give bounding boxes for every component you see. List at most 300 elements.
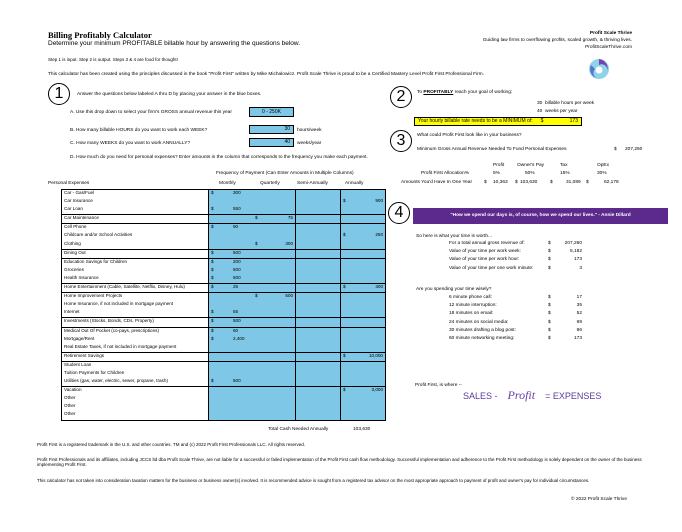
expense-input-annually[interactable] — [341, 395, 386, 403]
currency-symbol: $ — [211, 190, 214, 195]
expense-input-semi-annually[interactable] — [296, 352, 341, 361]
expense-input-monthly-quarterly[interactable] — [209, 249, 296, 258]
expense-row — [62, 403, 386, 411]
expense-input-monthly-quarterly[interactable] — [209, 258, 296, 267]
expense-input-annually[interactable] — [341, 378, 386, 387]
liability-note: Profit First Professionals and its affiliates, including JCCS ltd dba Profit Scale Thrive, are not liable for a successful or failed implementation of the Profit First cash flow methodology. Successful implementation and adherence to the Profit First methodology is solely dependent on the owner of the business implementing Profit First. — [37, 457, 642, 468]
row-label: 30 minutes drafting a blog post: — [449, 327, 516, 333]
currency-symbol: $ — [255, 240, 258, 246]
expense-input-semi-annually[interactable] — [296, 293, 341, 302]
weeks-per-year-input[interactable]: 40 — [249, 138, 294, 147]
expense-input-semi-annually[interactable] — [296, 336, 341, 344]
formula-sales: SALES - — [463, 391, 498, 401]
expense-input-semi-annually[interactable] — [296, 318, 341, 327]
intro-pre: To — [417, 90, 424, 95]
expense-input-annually[interactable] — [341, 301, 386, 309]
expense-input-annually[interactable] — [341, 267, 386, 275]
expense-row — [62, 215, 386, 224]
currency-symbol: $ — [343, 352, 346, 358]
wise-row — [449, 336, 582, 344]
currency-symbol: $ — [343, 284, 346, 290]
expense-row — [62, 378, 386, 387]
expense-input-annually[interactable] — [341, 241, 386, 250]
step-3-badge — [390, 130, 412, 152]
expense-input-monthly-quarterly[interactable] — [209, 284, 296, 293]
alloc-opex: 30% — [597, 171, 607, 176]
step-3-question: What could Profit First look like in your business? — [417, 133, 522, 138]
row-label: 60 minute networking meeting: — [449, 335, 515, 341]
expense-input-monthly-quarterly[interactable] — [209, 370, 296, 378]
question-a-label: A. Use this drop down to select your firm's GROSS annual revenue this year — [70, 110, 232, 115]
expense-label: Car - Gas/Fuel — [62, 190, 209, 199]
step-number: 3 — [396, 132, 406, 149]
expense-label: Utilities (gas, water, electric, sewer, propane, trash) — [62, 378, 209, 387]
expense-row — [62, 387, 386, 396]
worth-row — [449, 266, 582, 274]
expense-input-semi-annually[interactable] — [296, 361, 341, 370]
amount-currency: $ — [586, 180, 589, 185]
expense-input-semi-annually[interactable] — [296, 249, 341, 258]
steps-note: Step 1 is input. Step 2 is output. Steps 3 & 4 are food for thought! — [48, 57, 178, 62]
alloc-tax: 15% — [560, 171, 570, 176]
expense-label: Medical Out Of Pocket (co-pays, prescriptions) — [62, 327, 209, 336]
annual-value[interactable]: 300 — [375, 284, 383, 290]
currency-symbol: $ — [548, 241, 551, 246]
wise-row — [449, 328, 582, 336]
min-revenue-label: Minimum Gross Annual Revenue Needed To Fund Personal Expenses — [417, 147, 567, 152]
expense-input-semi-annually[interactable] — [296, 403, 341, 411]
currency-symbol: $ — [548, 265, 551, 271]
expense-input-monthly-quarterly[interactable] — [209, 206, 296, 215]
expense-input-monthly-quarterly[interactable] — [209, 215, 296, 224]
expense-label: Other — [62, 395, 209, 403]
expense-row — [62, 198, 386, 206]
swirl-logo-icon — [587, 57, 611, 81]
brand-block — [483, 30, 632, 51]
expense-input-monthly-quarterly[interactable] — [209, 267, 296, 275]
annual-value[interactable]: 10,000 — [368, 352, 383, 358]
expense-label: Car Maintenance — [62, 215, 209, 224]
expense-input-monthly-quarterly[interactable] — [209, 387, 296, 396]
expense-input-semi-annually[interactable] — [296, 411, 341, 420]
expense-input-monthly-quarterly[interactable] — [209, 411, 296, 420]
currency-symbol: $ — [211, 335, 214, 341]
step-2-intro — [417, 90, 512, 96]
expense-input-semi-annually[interactable] — [296, 241, 341, 250]
monthly-value[interactable]: 60 — [233, 327, 239, 333]
expense-row — [62, 275, 386, 284]
personal-expenses-table — [61, 189, 386, 421]
question-d-label: D. How much do you need for personal expenses? Enter amounts in the column that corresponds to the frequency you make each payment. — [70, 155, 368, 160]
col-header-annually: Annually — [345, 181, 364, 186]
expense-input-annually[interactable] — [341, 293, 386, 302]
amount-opex: 62,178 — [604, 180, 619, 185]
expense-row — [62, 190, 386, 199]
currency-symbol: $ — [211, 266, 214, 272]
amount-profit: 10,363 — [493, 180, 508, 185]
expense-input-annually[interactable] — [341, 327, 386, 336]
monthly-value[interactable]: 550 — [233, 206, 241, 212]
amount-currency: $ — [515, 180, 518, 185]
expense-input-semi-annually[interactable] — [296, 215, 341, 224]
expense-input-semi-annually[interactable] — [296, 387, 341, 396]
row-label: 18 minutes on email: — [449, 311, 494, 317]
monthly-value[interactable]: 2,400 — [233, 335, 245, 341]
expense-input-annually[interactable] — [341, 190, 386, 199]
currency-symbol: $ — [211, 224, 214, 230]
goal-weeks-label: weeks per year — [545, 109, 578, 114]
row-value: 207,260 — [564, 241, 582, 246]
monthly-value[interactable]: 500 — [233, 274, 241, 280]
currency-symbol: $ — [548, 327, 551, 333]
goal-hours — [537, 101, 594, 107]
expense-input-monthly-quarterly[interactable] — [209, 301, 296, 309]
expense-row — [62, 395, 386, 403]
expense-input-annually[interactable] — [341, 387, 386, 396]
monthly-value[interactable]: 500 — [233, 266, 241, 272]
step-4-badge — [388, 202, 410, 224]
trademark-note: Profit First is a registered trademark in the U.S. and other countries. TM and (c) 2022 Profit First Professionals LLC. All rights reserved. — [37, 442, 306, 447]
expense-input-monthly-quarterly[interactable] — [209, 336, 296, 344]
monthly-value[interactable]: 200 — [233, 258, 241, 264]
expense-input-monthly-quarterly[interactable] — [209, 352, 296, 361]
minimum-rate-box — [414, 117, 582, 126]
expense-input-monthly-quarterly[interactable] — [209, 293, 296, 302]
brand-tagline: Guiding law firms to overflowing profits, scaled growth, & thriving lives. — [482, 38, 632, 43]
alloc-owners-pay: 50% — [525, 171, 535, 176]
expense-input-annually[interactable] — [341, 275, 386, 284]
expense-input-semi-annually[interactable] — [296, 224, 341, 233]
expense-input-semi-annually[interactable] — [296, 275, 341, 284]
expense-label: Home Entertainment (Cable, Satellite, Netflix, Disney, Hulu) — [62, 284, 209, 293]
expense-input-annually[interactable] — [341, 206, 386, 215]
expense-label: Clothing — [62, 241, 209, 250]
expense-input-semi-annually[interactable] — [296, 309, 341, 318]
currency-symbol: $ — [343, 198, 346, 204]
expense-row — [62, 411, 386, 420]
expense-input-semi-annually[interactable] — [296, 395, 341, 403]
monthly-value[interactable]: 500 — [233, 249, 241, 255]
expense-row — [62, 284, 386, 293]
expense-input-annually[interactable] — [341, 258, 386, 267]
copyright: © 2022 Profit Scale Thrive — [571, 497, 627, 502]
worth-list — [449, 241, 582, 274]
row-value: 3 — [579, 265, 582, 271]
alloc-header-tax: Tax — [560, 163, 568, 168]
currency-symbol: $ — [343, 387, 346, 393]
question-c-label: C. How many WEEKS do you want to work ANNUALLY? — [70, 141, 191, 146]
expense-input-annually[interactable] — [341, 224, 386, 233]
expense-row — [62, 267, 386, 275]
currency-symbol: $ — [211, 274, 214, 280]
expense-input-monthly-quarterly[interactable] — [209, 344, 296, 353]
currency-symbol: $ — [548, 257, 551, 263]
expense-input-monthly-quarterly[interactable] — [209, 232, 296, 240]
expense-label: Student Loan — [62, 361, 209, 370]
row-value: 35 — [576, 303, 582, 309]
col-header-semi-annually: Semi-Annually — [297, 181, 328, 186]
worth-row — [449, 241, 582, 249]
expense-row — [62, 318, 386, 327]
revenue-dropdown[interactable]: 0 - 250K — [249, 107, 294, 117]
quarterly-value[interactable]: 75 — [287, 215, 293, 221]
currency-symbol: $ — [548, 303, 551, 309]
expense-input-annually[interactable] — [341, 198, 386, 206]
row-value: 173 — [573, 257, 582, 263]
alloc-header-owners-pay: Owner's Pay — [517, 163, 545, 168]
expense-label: Tuition Payments for Children — [62, 370, 209, 378]
currency-symbol: $ — [211, 327, 214, 333]
expense-label: Vacation — [62, 387, 209, 396]
expense-input-semi-annually[interactable] — [296, 198, 341, 206]
alloc-header-opex: OpEx — [597, 163, 609, 168]
worth-row — [449, 257, 582, 265]
expense-input-semi-annually[interactable] — [296, 206, 341, 215]
row-label: For a total annual gross revenue of: — [449, 241, 525, 246]
row-label: 12 minute interruption: — [449, 303, 497, 309]
expense-input-annually[interactable] — [341, 309, 386, 318]
expense-row — [62, 370, 386, 378]
row-label: Value of your time per one work minute: — [449, 265, 534, 271]
expense-input-annually[interactable] — [341, 284, 386, 293]
expense-row — [62, 206, 386, 215]
quote-banner: "How we spend our days is, of course, how we spend our lives." - Annie Dillard — [413, 208, 668, 224]
expense-input-annually[interactable] — [341, 411, 386, 420]
intro-emphasis: PROFITABLY — [423, 90, 454, 95]
currency-symbol: $ — [211, 258, 214, 264]
expense-row — [62, 336, 386, 344]
expense-input-semi-annually[interactable] — [296, 232, 341, 240]
row-value: 86 — [576, 327, 582, 333]
currency-symbol: $ — [211, 309, 214, 315]
expense-input-monthly-quarterly[interactable] — [209, 224, 296, 233]
rate-currency: $ — [540, 118, 544, 124]
expense-input-semi-annually[interactable] — [296, 301, 341, 309]
currency-symbol: $ — [211, 318, 214, 324]
expense-label: Investments (Stocks, Bonds, CDs, Property) — [62, 318, 209, 327]
row-value: 69 — [576, 319, 582, 325]
expense-label: Education Savings for Children — [62, 258, 209, 267]
expense-label: Car Insurance — [62, 198, 209, 206]
step-number: 1 — [54, 85, 64, 102]
expense-input-annually[interactable] — [341, 336, 386, 344]
brand-name: Profit Scale Thrive — [589, 31, 632, 36]
expense-input-monthly-quarterly[interactable] — [209, 395, 296, 403]
expense-label: Other — [62, 403, 209, 411]
expense-input-monthly-quarterly[interactable] — [209, 361, 296, 370]
expense-input-monthly-quarterly[interactable] — [209, 403, 296, 411]
currency-symbol: $ — [211, 378, 214, 384]
wise-row — [449, 320, 582, 328]
currency-symbol: $ — [211, 284, 214, 290]
row-value: 17 — [576, 295, 582, 300]
personal-expenses-heading: Personal Expenses — [48, 181, 90, 186]
expense-input-semi-annually[interactable] — [296, 284, 341, 293]
expense-input-monthly-quarterly[interactable] — [209, 318, 296, 327]
expense-input-annually[interactable] — [341, 232, 386, 240]
currency-symbol: $ — [548, 295, 551, 300]
intro-post: reach your goal of working: — [453, 90, 513, 95]
expense-row — [62, 361, 386, 370]
expense-input-annually[interactable] — [341, 403, 386, 411]
expense-input-annually[interactable] — [341, 361, 386, 370]
monthly-value[interactable]: 500 — [233, 318, 241, 324]
currency-symbol: $ — [211, 249, 214, 255]
min-revenue-value: 207,260 — [625, 147, 643, 152]
expense-row — [62, 224, 386, 233]
intro-text: This calculator has been created using the principles discussed in the book "Profit First" written by Mike Michalowicz. Profit Scale Thrive is proud to be a Certified Mastery Level Profit First Professional Firm. — [48, 72, 485, 77]
expense-label: Groceries — [62, 267, 209, 275]
step-number: 4 — [394, 204, 404, 221]
annual-value[interactable]: 3,000 — [371, 387, 383, 393]
annual-value[interactable]: 250 — [375, 232, 383, 238]
expense-input-semi-annually[interactable] — [296, 267, 341, 275]
row-label: Value of your time per work hour: — [449, 257, 520, 263]
goal-weeks-value: 40 — [537, 109, 543, 114]
monthly-value[interactable]: 55 — [233, 309, 239, 315]
expense-label: Real Estate Taxes, if not included in mortgage payment — [62, 344, 209, 353]
frequency-header: Frequency of Payment (Can Enter Amounts in Multiple Columns) — [216, 171, 354, 176]
step-1-instruction: Answer the questions below labeled A thru D by placing your answer in the blue boxes. — [77, 92, 262, 97]
expense-input-monthly-quarterly[interactable] — [209, 190, 296, 199]
brand-website[interactable]: ProfitScaleThrive.com — [585, 45, 632, 50]
goal-hours-value: 30 — [537, 101, 543, 106]
expense-label: Dining Out — [62, 249, 209, 258]
step-2-badge — [390, 86, 412, 108]
min-revenue-currency: $ — [614, 147, 617, 152]
expense-label: Health Insurance — [62, 275, 209, 284]
wise-row — [449, 295, 582, 303]
expense-label: Other — [62, 411, 209, 420]
expense-input-semi-annually[interactable] — [296, 344, 341, 353]
row-value: 173 — [573, 335, 582, 341]
expense-input-monthly-quarterly[interactable] — [209, 327, 296, 336]
row-label: 6 minute phone call: — [449, 295, 492, 300]
col-header-quarterly: Quarterly — [260, 181, 280, 186]
monthly-value[interactable]: 500 — [233, 378, 241, 384]
currency-symbol: $ — [548, 311, 551, 317]
rate-label: Your hourly billable rate needs to be a MINIMUM of: — [418, 118, 533, 124]
step-1-badge — [48, 83, 70, 105]
row-label: Value of your time per work week: — [449, 249, 521, 255]
expense-input-monthly-quarterly[interactable] — [209, 309, 296, 318]
page-subtitle: Determine your minimum PROFITABLE billable hour by answering the questions below. — [48, 40, 301, 47]
monthly-value[interactable]: 300 — [233, 190, 241, 195]
expense-row — [62, 344, 386, 353]
expense-row — [62, 232, 386, 240]
total-value: 103,630 — [353, 427, 371, 432]
row-value: 52 — [576, 311, 582, 317]
expense-label: Mortgage/Rent — [62, 336, 209, 344]
currency-symbol: $ — [255, 215, 258, 221]
hours-unit: hours/week — [297, 128, 322, 133]
expense-row — [62, 241, 386, 250]
alloc-header-profit: Profit — [493, 163, 505, 168]
formula-expenses: = EXPENSES — [545, 391, 602, 401]
currency-symbol: $ — [343, 232, 346, 238]
step-number: 2 — [396, 88, 406, 105]
expense-input-monthly-quarterly[interactable] — [209, 275, 296, 284]
monthly-value[interactable]: 90 — [233, 224, 239, 230]
expense-input-annually[interactable] — [341, 318, 386, 327]
quarterly-value[interactable]: 300 — [285, 240, 293, 246]
expense-row — [62, 258, 386, 267]
profit-formula — [463, 388, 601, 402]
expense-row — [62, 293, 386, 302]
amount-currency: $ — [550, 180, 553, 185]
tax-note: This calculator has not taken into consideration taxation matters for the business or business owner(s) involved. It is recommended advice is sought from a registered tax advisor on the most appropriate approach to payment of profit and owner's pay for individual circumstances. — [37, 478, 590, 483]
worth-heading: So here is what your time is worth... — [416, 234, 492, 239]
expense-label: Car Loan — [62, 206, 209, 215]
expense-input-semi-annually[interactable] — [296, 258, 341, 267]
expense-input-annually[interactable] — [341, 215, 386, 224]
expense-row — [62, 249, 386, 258]
alloc-label: Profit First Allocation% — [421, 171, 469, 176]
currency-symbol: $ — [548, 319, 551, 325]
hours-per-week-input[interactable]: 30 — [249, 125, 294, 134]
expense-input-annually[interactable] — [341, 370, 386, 378]
expense-input-monthly-quarterly[interactable] — [209, 378, 296, 387]
annual-value[interactable]: 900 — [375, 198, 383, 204]
formula-intro: Profit First, is where -- — [415, 383, 462, 388]
expense-input-annually[interactable] — [341, 352, 386, 361]
question-b-label: B. How many billable HOURS do you want to work each WEEK? — [70, 128, 208, 133]
currency-symbol: $ — [211, 206, 214, 212]
row-value: 5,182 — [569, 249, 582, 255]
currency-symbol: $ — [548, 335, 551, 341]
expense-label: Home Insurance, if not included in mortgage payment — [62, 301, 209, 309]
expense-input-annually[interactable] — [341, 249, 386, 258]
total-label: Total Cash Needed Annually — [268, 427, 329, 432]
expense-label: Home Improvement Projects — [62, 293, 209, 302]
expense-row — [62, 309, 386, 318]
expense-input-monthly-quarterly[interactable] — [209, 198, 296, 206]
page-title: Billing Profitably Calculator — [48, 30, 152, 40]
amount-owners-pay: 103,630 — [520, 180, 538, 185]
rate-value: 173 — [569, 118, 578, 124]
expense-input-semi-annually[interactable] — [296, 370, 341, 378]
amount-currency: $ — [484, 180, 487, 185]
row-label: 24 minutes on social media: — [449, 319, 509, 325]
formula-profit: Profit — [507, 388, 536, 402]
weeks-unit: weeks/year — [297, 141, 322, 146]
expense-input-monthly-quarterly[interactable] — [209, 241, 296, 250]
expense-label: Internet — [62, 309, 209, 318]
goal-hours-label: billable hours per week — [545, 101, 595, 106]
expense-row — [62, 352, 386, 361]
amounts-label: Amounts You'd Have In One Year — [401, 180, 473, 185]
wise-heading: Are you spending your time wisely? — [416, 287, 492, 292]
currency-symbol: $ — [255, 293, 258, 299]
expense-row — [62, 327, 386, 336]
expense-label: Retirement Savings — [62, 352, 209, 361]
expense-input-semi-annually[interactable] — [296, 378, 341, 387]
wise-row — [449, 311, 582, 319]
monthly-value[interactable]: 25 — [233, 284, 239, 290]
expense-label: Cell Phone — [62, 224, 209, 233]
wise-list — [449, 295, 582, 344]
expense-label: Childcare and/or School Activities — [62, 232, 209, 240]
expense-input-semi-annually[interactable] — [296, 327, 341, 336]
expense-row — [62, 301, 386, 309]
goal-weeks — [537, 109, 578, 115]
quarterly-value[interactable]: 500 — [285, 293, 293, 299]
expense-input-annually[interactable] — [341, 344, 386, 353]
amount-tax: 31,089 — [566, 180, 581, 185]
col-header-monthly: Monthly — [219, 181, 236, 186]
expense-input-semi-annually[interactable] — [296, 190, 341, 199]
currency-symbol: $ — [548, 249, 551, 255]
